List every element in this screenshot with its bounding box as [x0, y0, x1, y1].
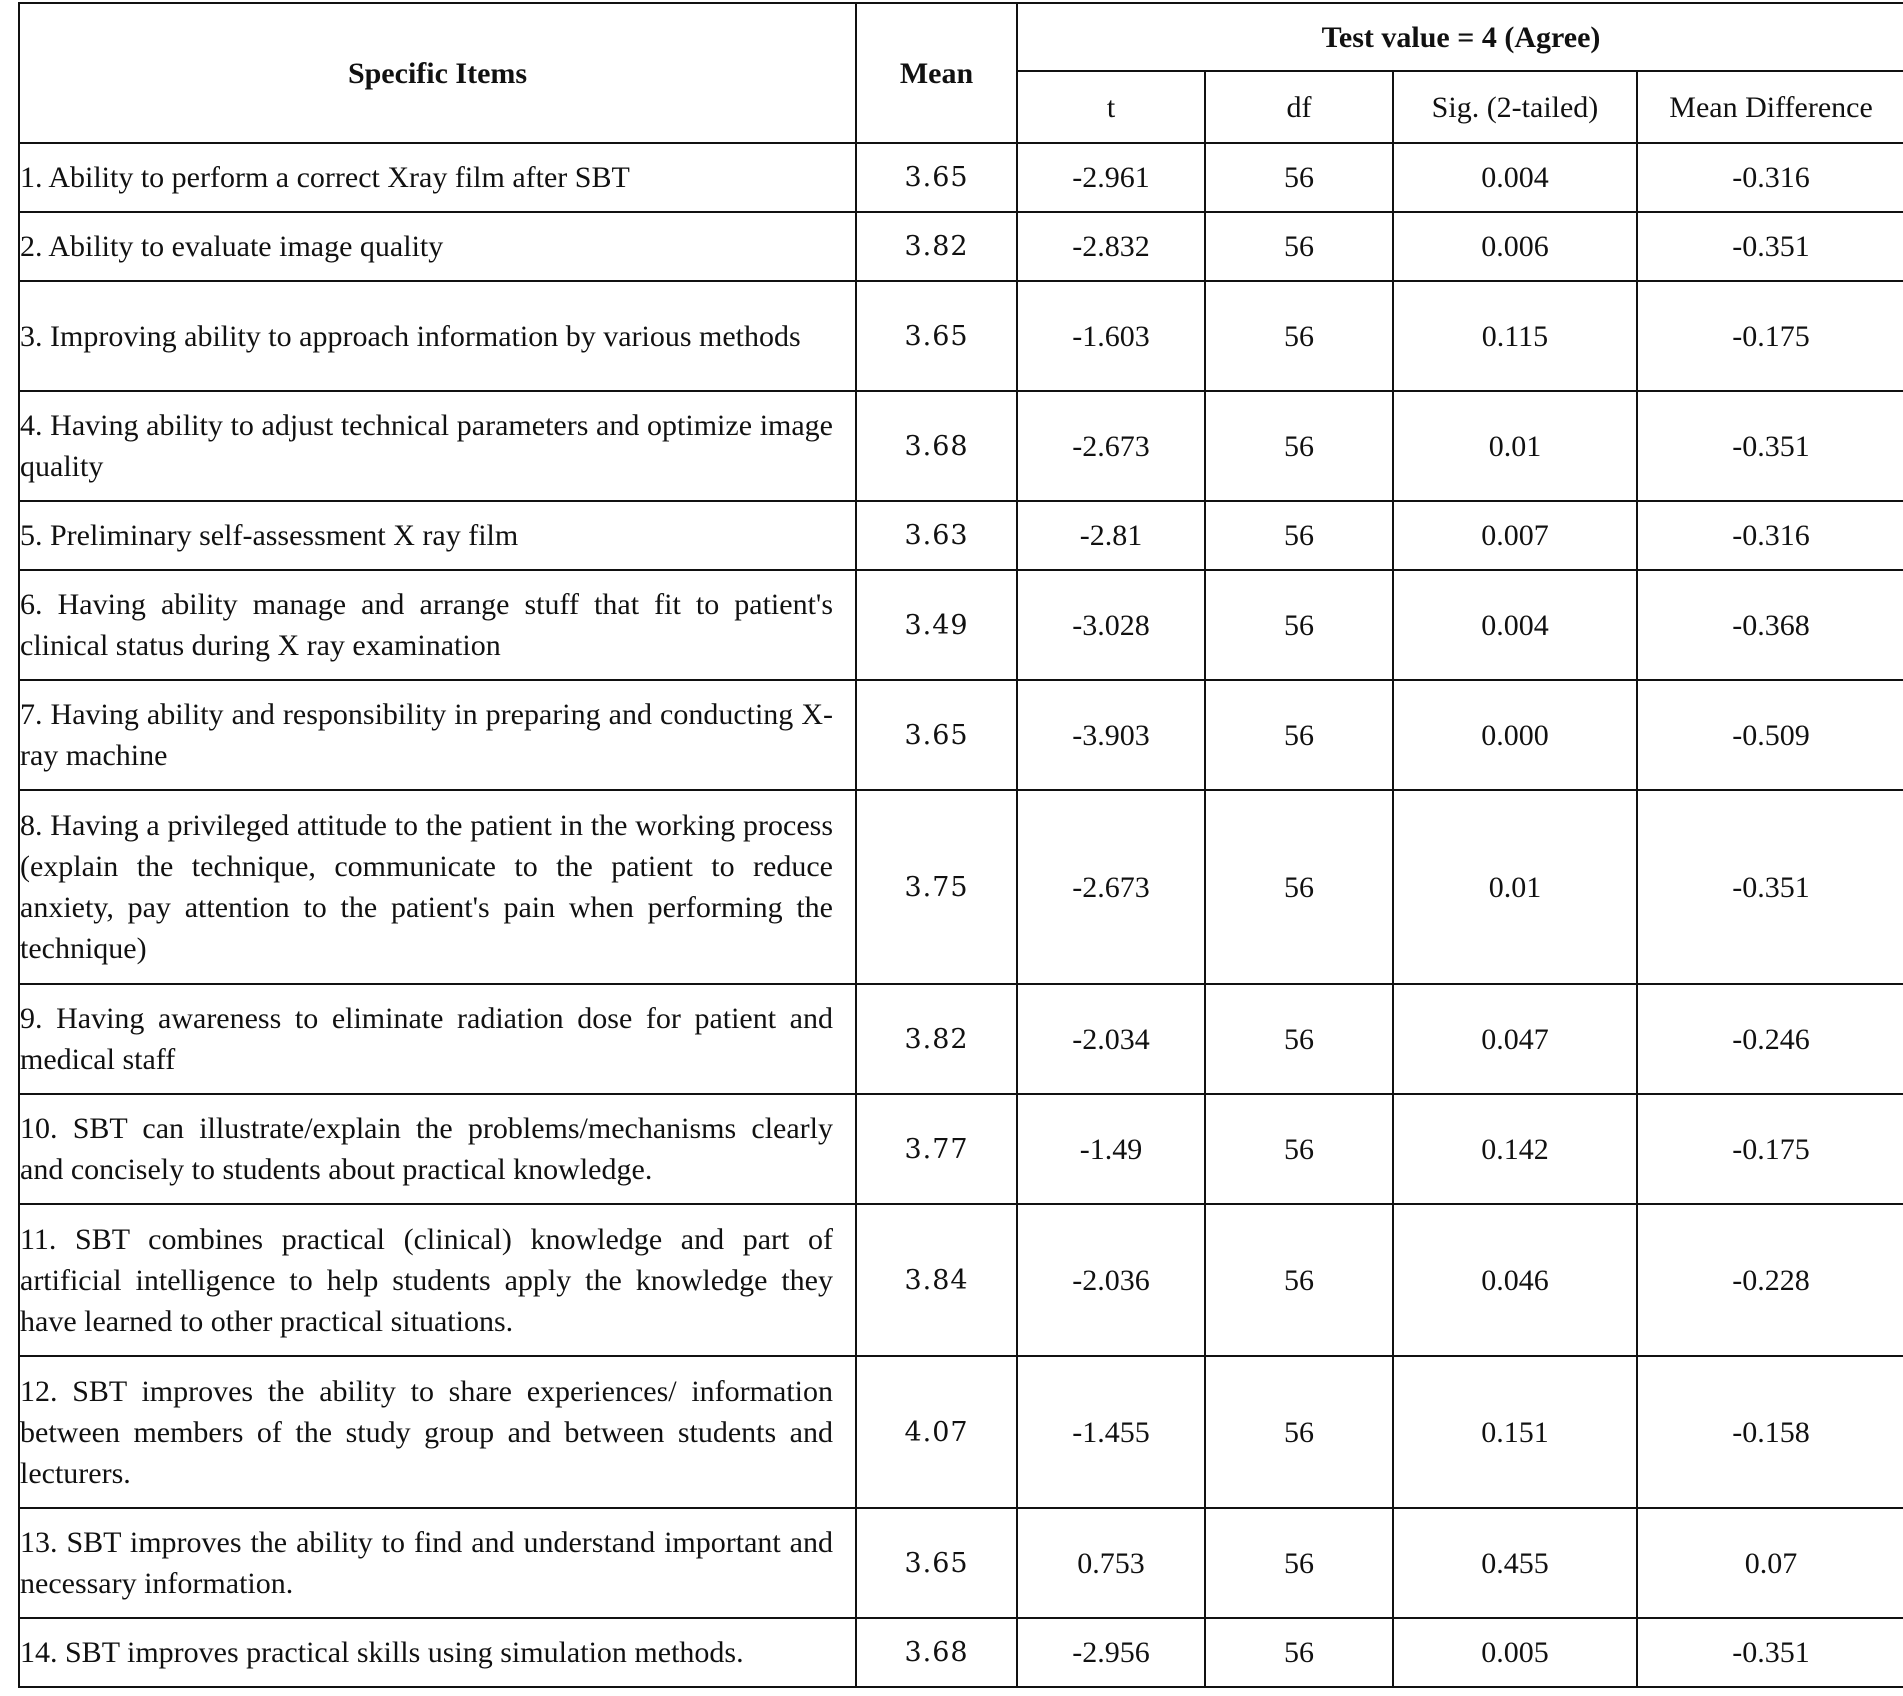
sig-cell: 0.01: [1393, 790, 1637, 984]
mean-difference-cell: -0.351: [1637, 790, 1903, 984]
mean-cell: 3.65: [856, 1508, 1017, 1618]
t-cell: 0.753: [1017, 1508, 1205, 1618]
table-row: [19, 212, 1903, 281]
sig-cell: 0.004: [1393, 570, 1637, 680]
table-row: [19, 391, 1903, 501]
df-cell: 56: [1205, 391, 1393, 501]
table-row: [19, 281, 1903, 391]
t-cell: -3.028: [1017, 570, 1205, 680]
df-cell: 56: [1205, 680, 1393, 790]
mean-difference-cell: -0.246: [1637, 984, 1903, 1094]
table-row: [19, 143, 1903, 212]
header-mean: Mean: [856, 3, 1017, 143]
t-cell: -3.903: [1017, 680, 1205, 790]
table-body: [19, 143, 1903, 1687]
sig-cell: 0.151: [1393, 1356, 1637, 1508]
mean-difference-cell: -0.175: [1637, 1094, 1903, 1204]
mean-difference-cell: 0.07: [1637, 1508, 1903, 1618]
mean-cell: 3.65: [856, 281, 1017, 391]
mean-difference-cell: -0.351: [1637, 391, 1903, 501]
table-row: [19, 1508, 1903, 1618]
sig-cell: 0.000: [1393, 680, 1637, 790]
df-cell: 56: [1205, 1204, 1393, 1356]
t-cell: -2.036: [1017, 1204, 1205, 1356]
t-cell: -2.673: [1017, 790, 1205, 984]
mean-difference-cell: -0.316: [1637, 501, 1903, 570]
mean-cell: 3.82: [856, 984, 1017, 1094]
mean-cell: 3.68: [856, 1618, 1017, 1687]
df-cell: 56: [1205, 281, 1393, 391]
item-cell: 1. Ability to perform a correct Xray film after SBT: [19, 143, 856, 212]
sig-cell: 0.004: [1393, 143, 1637, 212]
item-cell: 2. Ability to evaluate image quality: [19, 212, 856, 281]
mean-difference-cell: -0.368: [1637, 570, 1903, 680]
mean-cell: 3.63: [856, 501, 1017, 570]
item-cell: 7. Having ability and responsibility in preparing and conducting X-ray machine: [19, 680, 856, 790]
t-cell: -1.49: [1017, 1094, 1205, 1204]
mean-cell: 3.84: [856, 1204, 1017, 1356]
df-cell: 56: [1205, 1094, 1393, 1204]
item-cell: 14. SBT improves practical skills using simulation methods.: [19, 1618, 856, 1687]
t-cell: -2.956: [1017, 1618, 1205, 1687]
t-cell: -2.81: [1017, 501, 1205, 570]
table-row: [19, 984, 1903, 1094]
table-row: [19, 1618, 1903, 1687]
t-cell: -2.034: [1017, 984, 1205, 1094]
table-row: [19, 790, 1903, 984]
mean-cell: 3.68: [856, 391, 1017, 501]
df-cell: 56: [1205, 143, 1393, 212]
mean-cell: 3.77: [856, 1094, 1017, 1204]
table-row: [19, 1356, 1903, 1508]
item-cell: 4. Having ability to adjust technical parameters and optimize image quality: [19, 391, 856, 501]
mean-cell: 3.75: [856, 790, 1017, 984]
header-specific-items: Specific Items: [19, 3, 856, 143]
header-mean-difference: Mean Difference: [1637, 71, 1903, 143]
header-sig: Sig. (2-tailed): [1393, 71, 1637, 143]
item-cell: 10. SBT can illustrate/explain the problems/mechanisms clearly and concisely to students about practical knowledge.: [19, 1094, 856, 1204]
t-cell: -2.673: [1017, 391, 1205, 501]
t-cell: -1.455: [1017, 1356, 1205, 1508]
sig-cell: 0.142: [1393, 1094, 1637, 1204]
one-sample-t-test-table-container: [18, 2, 1903, 1688]
t-cell: -2.961: [1017, 143, 1205, 212]
mean-cell: 3.82: [856, 212, 1017, 281]
t-cell: -1.603: [1017, 281, 1205, 391]
header-test-value-group: Test value = 4 (Agree): [1017, 3, 1903, 71]
sig-cell: 0.006: [1393, 212, 1637, 281]
mean-difference-cell: -0.351: [1637, 1618, 1903, 1687]
table-row: [19, 570, 1903, 680]
t-cell: -2.832: [1017, 212, 1205, 281]
item-cell: 12. SBT improves the ability to share experiences/ information between members of the study group and between students and lecturers.: [19, 1356, 856, 1508]
mean-difference-cell: -0.316: [1637, 143, 1903, 212]
df-cell: 56: [1205, 984, 1393, 1094]
item-cell: 13. SBT improves the ability to find and understand important and necessary information.: [19, 1508, 856, 1618]
df-cell: 56: [1205, 570, 1393, 680]
mean-difference-cell: -0.228: [1637, 1204, 1903, 1356]
df-cell: 56: [1205, 1508, 1393, 1618]
sig-cell: 0.007: [1393, 501, 1637, 570]
one-sample-t-test-table: [18, 2, 1903, 1688]
mean-difference-cell: -0.158: [1637, 1356, 1903, 1508]
df-cell: 56: [1205, 1356, 1393, 1508]
header-t: t: [1017, 71, 1205, 143]
sig-cell: 0.115: [1393, 281, 1637, 391]
table-row: [19, 1094, 1903, 1204]
table-row: [19, 680, 1903, 790]
item-cell: 9. Having awareness to eliminate radiation dose for patient and medical staff: [19, 984, 856, 1094]
df-cell: 56: [1205, 790, 1393, 984]
mean-difference-cell: -0.351: [1637, 212, 1903, 281]
mean-cell: 3.65: [856, 143, 1017, 212]
sig-cell: 0.046: [1393, 1204, 1637, 1356]
mean-cell: 3.65: [856, 680, 1017, 790]
df-cell: 56: [1205, 501, 1393, 570]
item-cell: 6. Having ability manage and arrange stuff that fit to patient's clinical status during X ray examination: [19, 570, 856, 680]
sig-cell: 0.455: [1393, 1508, 1637, 1618]
mean-difference-cell: -0.509: [1637, 680, 1903, 790]
mean-cell: 4.07: [856, 1356, 1017, 1508]
mean-difference-cell: -0.175: [1637, 281, 1903, 391]
table-row: [19, 501, 1903, 570]
item-cell: 3. Improving ability to approach information by various methods: [19, 281, 856, 391]
sig-cell: 0.047: [1393, 984, 1637, 1094]
mean-cell: 3.49: [856, 570, 1017, 680]
table-row: [19, 1204, 1903, 1356]
item-cell: 8. Having a privileged attitude to the patient in the working process (explain the technique, communicate to the patient to reduce anxiety, pay attention to the patient's pain when performing the technique): [19, 790, 856, 984]
header-df: df: [1205, 71, 1393, 143]
header-row-group: [19, 3, 1903, 71]
sig-cell: 0.01: [1393, 391, 1637, 501]
item-cell: 11. SBT combines practical (clinical) knowledge and part of artificial intelligence to help students apply the knowledge they have learned to other practical situations.: [19, 1204, 856, 1356]
df-cell: 56: [1205, 212, 1393, 281]
df-cell: 56: [1205, 1618, 1393, 1687]
item-cell: 5. Preliminary self-assessment X ray film: [19, 501, 856, 570]
sig-cell: 0.005: [1393, 1618, 1637, 1687]
